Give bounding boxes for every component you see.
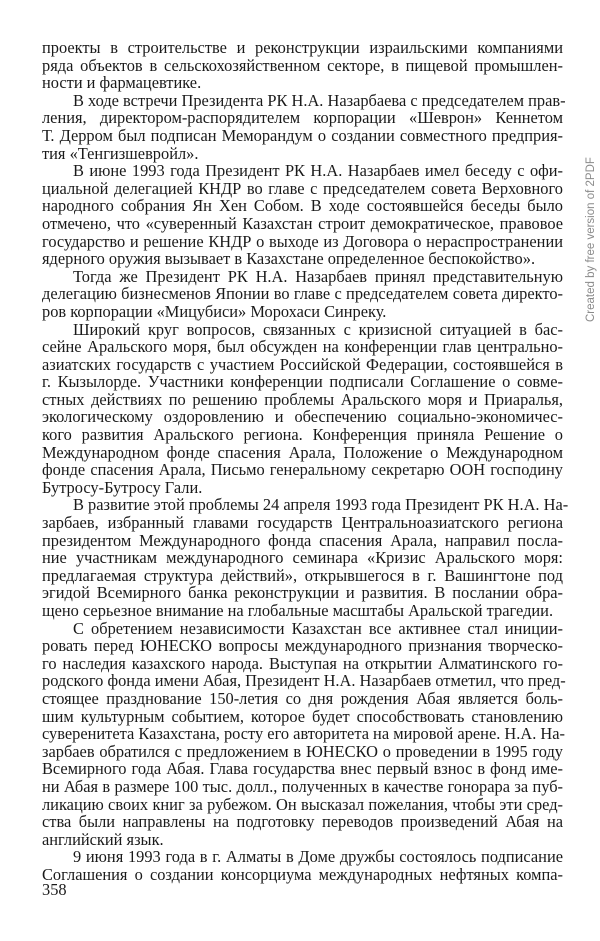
text-line: Тогда же Президент РК Н.А. Назарбаев принял представительную xyxy=(73,266,563,286)
text-line: суверенитета Казахстана, росту его авторитета на мировой арене. Н.А. На- xyxy=(42,724,565,744)
text-line: ров корпорации «Мицубиси» Морохаси Синреку. xyxy=(42,301,387,321)
text-line: азиатских государств с участием Российской Федерации, состоявшейся в xyxy=(42,354,563,374)
text-line: ни Абая в размере 100 тыс. долл., полученных в качестве гонорара за пуб- xyxy=(42,776,563,796)
text-line: проекты в строительстве и реконструкции израильскими компаниями xyxy=(42,38,563,57)
text-line: ности и фармацевтике. xyxy=(42,73,202,93)
paragraph xyxy=(42,162,563,268)
watermark: Created by free version of 2PDF xyxy=(585,157,597,322)
paragraph xyxy=(42,495,569,620)
paragraph xyxy=(42,39,563,92)
text-line: зарбаев обратился с предложением в ЮНЕСКО о проведении в 1995 году xyxy=(42,741,563,761)
text-line: ровать перед ЮНЕСКО вопросы международного признания творческо- xyxy=(42,636,563,656)
paragraph xyxy=(42,321,563,497)
text-line: стных действиях по решению проблемы Аральского моря и Приаралья, xyxy=(42,389,563,409)
text-line: шим культурным событием, которое будет способствовать становлению xyxy=(42,706,563,726)
page-number: 358 xyxy=(42,880,67,899)
text-line: эгидой Всемирного банка реконструкции и развития. В послании обра- xyxy=(42,583,563,603)
text-line: делегацию бизнесменов Японии во главе с председателем совета директо- xyxy=(42,284,563,304)
text-line: Всемирного года Абая. Глава государства внес первый взнос в фонд име- xyxy=(42,759,563,779)
text-line: ликацию своих книг за рубежом. Он высказал пожелания, чтобы эти сред- xyxy=(42,794,563,814)
text-line: кого развития Аральского региона. Конференция приняла Решение о xyxy=(42,425,563,445)
text-line: щено серьезное внимание на глобальные масштабы Аральской трагедии. xyxy=(42,601,554,620)
text-line: народного собрания Ян Хен Собом. В ходе состоявшейся беседы было xyxy=(42,196,563,216)
paragraph xyxy=(42,268,563,321)
text-line: английский язык. xyxy=(42,829,164,849)
text-line: ядерного оружия вызывает в Казахстане определенное беспокойство». xyxy=(42,249,536,269)
text-line: ряда объектов в сельскохозяйственном секторе, в пищевой промышлен- xyxy=(42,55,563,75)
text-line: Широкий круг вопросов, связанных с кризисной ситуацией в бас- xyxy=(73,319,563,339)
paragraph xyxy=(42,90,566,163)
text-line: ления, директором-распорядителем корпорации «Шеврон» Кеннетом xyxy=(42,108,563,128)
text-line: стоящее празднование 150-летия со дня рождения Абая является боль- xyxy=(42,688,563,708)
text-line: президентом Международного фонда спасения Арала, направил посла- xyxy=(42,530,563,550)
text-line: ства были направлены на подготовку переводов произведений Абая на xyxy=(42,812,563,832)
text-line: тия «Тенгизшевройл». xyxy=(42,143,199,163)
text-line: циальной делегацией КНДР во главе с председателем совета Верховного xyxy=(42,178,563,198)
text-line: г. Кызылорде. Участники конференции подписали Соглашение о совме- xyxy=(42,372,563,392)
text-line: фонде спасения Арала, Письмо генеральному секретарю ООН господину xyxy=(42,460,563,480)
text-line: Соглашения о создании консорциума международных нефтяных компа- xyxy=(42,864,563,884)
text-line: В июне 1993 года Президент РК Н.А. Назарбаев имел беседу с офи- xyxy=(73,161,563,181)
text-line: Т. Дерром был подписан Меморандум о создании совместного предприя- xyxy=(42,125,563,145)
text-line: го наследия казахского народа. Выступая на открытии Алматинского го- xyxy=(42,653,563,673)
text-line: зарбаев, избранный главами государств Центральноазиатского региона xyxy=(42,513,563,533)
paragraph xyxy=(42,848,563,883)
text-line: В ходе встречи Президента РК Н.А. Назарбаева с председателем прав- xyxy=(73,90,566,110)
text-line: предлагаемая структура действий», открывшегося в г. Вашингтоне под xyxy=(42,565,563,585)
page-body-text xyxy=(42,38,569,884)
text-line: государство и решение КНДР о выходе из Договора о нераспространении xyxy=(42,231,563,251)
text-line: ние участникам международного семинара «Кризис Аральского моря: xyxy=(42,548,563,568)
text-line: отмечено, что «суверенный Казахстан строит демократическое, правовое xyxy=(42,213,563,233)
text-line: В развитие этой проблемы 24 апреля 1993 года Президент РК Н.А. На- xyxy=(73,495,569,515)
text-line: С обретением независимости Казахстан все активнее стал иниции- xyxy=(73,618,563,638)
text-line: сейне Аральского моря, был обсужден на конференции глав центрально- xyxy=(42,337,563,357)
text-line: экологическому оздоровлению и обеспечению социально-экономичес- xyxy=(42,407,563,427)
text-line: родского фонда имени Абая, Президент Н.А. Назарбаев отметил, что пред- xyxy=(42,671,566,691)
text-line: Бутросу-Бутросу Гали. xyxy=(42,477,203,497)
text-line: Международном фонде спасения Арала, Положение о Международном xyxy=(42,442,563,462)
paragraph xyxy=(42,618,566,849)
text-line: 9 июня 1993 года в г. Алматы в Доме дружбы состоялось подписание xyxy=(73,847,563,867)
